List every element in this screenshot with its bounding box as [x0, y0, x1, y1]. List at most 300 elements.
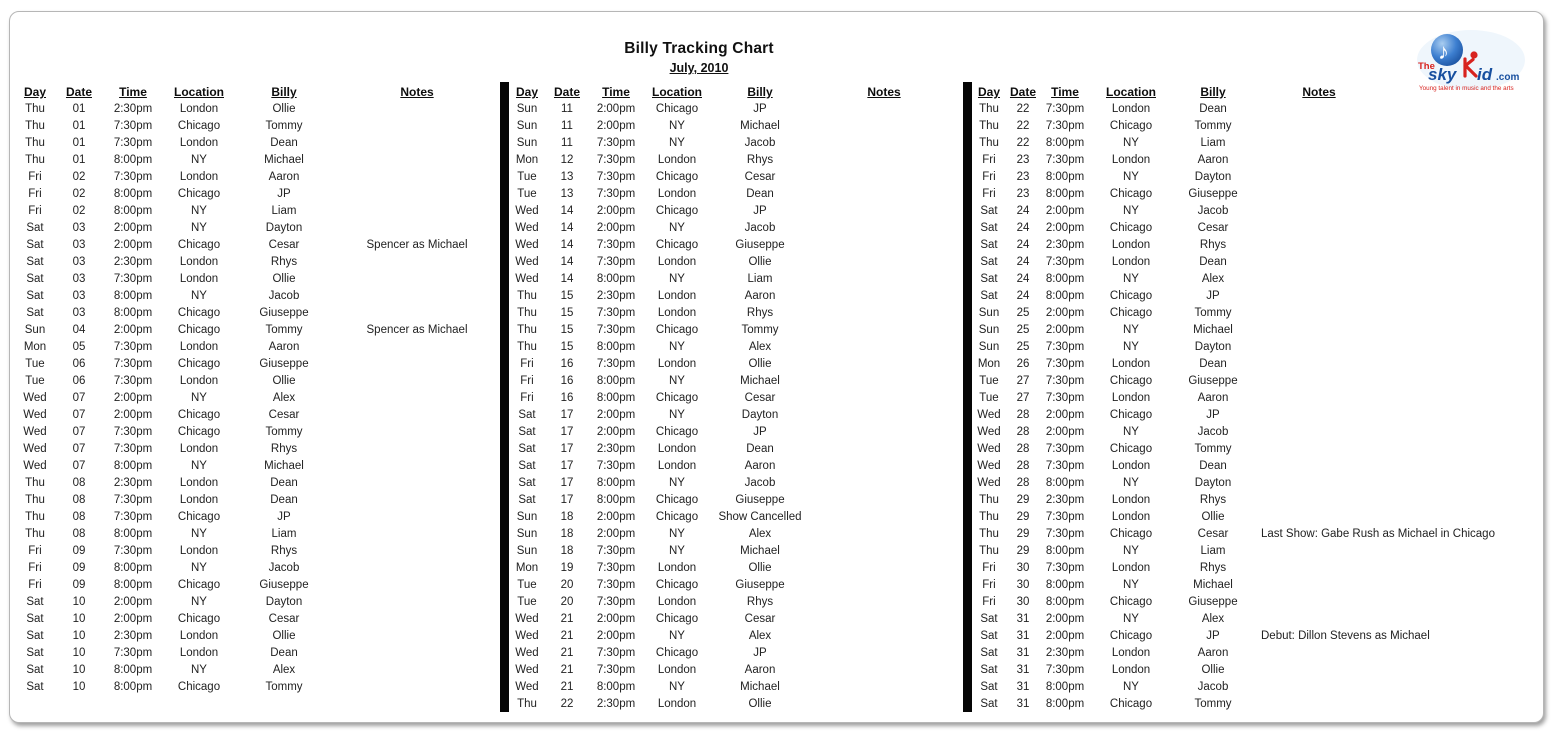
cell-notes: [1253, 611, 1385, 628]
cell-date: 02: [72, 171, 86, 183]
cell-location: London: [179, 341, 219, 353]
cell-date: 09: [72, 562, 86, 574]
cell-day: Sun: [24, 324, 46, 336]
cell-date: 07: [72, 443, 86, 455]
cell-time: 7:30pm: [113, 341, 153, 353]
cell-location: Chicago: [1109, 375, 1153, 387]
schedule-row: [973, 237, 1385, 254]
cell-day: Thu: [517, 698, 537, 710]
cell-day: Wed: [515, 222, 539, 234]
cell-time: 7:30pm: [113, 494, 153, 506]
cell-notes: [809, 577, 959, 594]
cell-date: 25: [1016, 307, 1030, 319]
cell-billy: Dean: [270, 647, 298, 659]
cell-location: Chicago: [655, 647, 699, 659]
cell-billy: JP: [753, 647, 767, 659]
cell-billy: Michael: [740, 120, 780, 132]
schedule-row: [973, 322, 1385, 339]
cell-billy: Michael: [1193, 579, 1233, 591]
column-header-date: Date: [1009, 85, 1036, 99]
schedule-row: [16, 543, 502, 560]
schedule-row: [973, 339, 1385, 356]
cell-day: Sat: [980, 205, 998, 217]
cell-day: Wed: [515, 664, 539, 676]
schedule-row: [16, 390, 502, 407]
cell-date: 21: [560, 681, 574, 693]
cell-day: Sat: [980, 256, 998, 268]
cell-billy: Dean: [270, 137, 298, 149]
cell-notes: [332, 135, 502, 152]
cell-time: 8:00pm: [596, 494, 636, 506]
schedule-row: [509, 390, 959, 407]
cell-billy: Tommy: [265, 324, 303, 336]
cell-location: London: [1111, 664, 1151, 676]
cell-billy: Ollie: [1201, 511, 1225, 523]
cell-day: Sat: [26, 681, 44, 693]
cell-location: NY: [669, 477, 685, 489]
cell-day: Tue: [25, 358, 45, 370]
cell-location: NY: [1123, 205, 1139, 217]
cell-day: Sat: [26, 613, 44, 625]
schedule-row: [509, 458, 959, 475]
cell-day: Fri: [982, 154, 996, 166]
cell-time: 8:00pm: [596, 375, 636, 387]
cell-date: 17: [560, 443, 574, 455]
cell-notes: [809, 407, 959, 424]
cell-time: 2:00pm: [113, 409, 153, 421]
cell-billy: Rhys: [746, 307, 774, 319]
cell-time: 7:30pm: [1045, 511, 1085, 523]
cell-location: NY: [191, 290, 207, 302]
cell-time: 2:00pm: [113, 392, 153, 404]
schedule-row: [16, 679, 502, 696]
cell-date: 23: [1016, 188, 1030, 200]
cell-time: 7:30pm: [1045, 256, 1085, 268]
cell-date: 28: [1016, 426, 1030, 438]
cell-notes: [809, 169, 959, 186]
cell-billy: Alex: [1201, 273, 1225, 285]
brand-com: .com: [1496, 72, 1520, 83]
cell-date: 23: [1016, 171, 1030, 183]
cell-day: Fri: [982, 562, 996, 574]
cell-time: 2:30pm: [113, 103, 153, 115]
cell-notes: [332, 611, 502, 628]
cell-day: Sat: [26, 290, 44, 302]
column-header-day: Day: [977, 85, 1000, 99]
cell-billy: Ollie: [748, 698, 772, 710]
cell-notes: [1253, 186, 1385, 203]
schedule-row: [509, 203, 959, 220]
schedule-row: [509, 645, 959, 662]
cell-billy: Giuseppe: [735, 494, 785, 506]
cell-location: London: [657, 664, 697, 676]
cell-billy: Aaron: [268, 171, 300, 183]
schedule-row: [509, 305, 959, 322]
cell-billy: Cesar: [744, 171, 776, 183]
cell-day: Wed: [977, 460, 1001, 472]
cell-date: 24: [1016, 205, 1030, 217]
cell-time: 7:30pm: [596, 307, 636, 319]
schedule-row: [16, 441, 502, 458]
cell-date: 21: [560, 630, 574, 642]
cell-billy: Aaron: [744, 664, 776, 676]
cell-day: Wed: [515, 630, 539, 642]
cell-notes: [809, 135, 959, 152]
cell-date: 30: [1016, 596, 1030, 608]
cell-day: Sat: [980, 647, 998, 659]
schedule-row: [16, 305, 502, 322]
cell-location: London: [1111, 103, 1151, 115]
cell-time: 7:30pm: [113, 545, 153, 557]
cell-day: Sun: [978, 341, 1000, 353]
cell-time: 7:30pm: [596, 358, 636, 370]
schedule-row: [973, 458, 1385, 475]
cell-time: 8:00pm: [113, 188, 153, 200]
cell-time: 7:30pm: [113, 443, 153, 455]
cell-billy: Michael: [264, 154, 304, 166]
cell-day: Sat: [518, 494, 536, 506]
schedule-row: [973, 628, 1430, 645]
cell-location: London: [657, 443, 697, 455]
cell-date: 20: [560, 596, 574, 608]
cell-billy: Jacob: [1197, 205, 1229, 217]
cell-time: 8:00pm: [113, 562, 153, 574]
cell-billy: Rhys: [1199, 494, 1227, 506]
schedule-row: [16, 288, 502, 305]
cell-notes: [809, 696, 959, 713]
cell-time: 2:00pm: [596, 205, 636, 217]
cell-date: 29: [1016, 545, 1030, 557]
cell-day: Fri: [520, 392, 534, 404]
cell-day: Thu: [25, 103, 45, 115]
cell-notes: [332, 509, 502, 526]
page-title: Billy Tracking Chart: [624, 40, 774, 57]
cell-billy: Alex: [748, 528, 772, 540]
schedule-row: [509, 271, 959, 288]
cell-time: 2:30pm: [113, 630, 153, 642]
cell-time: 8:00pm: [1045, 137, 1085, 149]
cell-time: 8:00pm: [1045, 596, 1085, 608]
cell-day: Thu: [25, 528, 45, 540]
cell-time: 2:00pm: [113, 239, 153, 251]
cell-time: 7:30pm: [596, 154, 636, 166]
cell-notes: [1253, 509, 1385, 526]
cell-day: Thu: [979, 137, 999, 149]
column-header-day: Day: [23, 85, 46, 99]
schedule-row: [509, 594, 959, 611]
cell-location: London: [1111, 494, 1151, 506]
schedule-row: [16, 101, 502, 118]
cell-date: 08: [72, 494, 86, 506]
cell-time: 7:30pm: [596, 239, 636, 251]
cell-location: London: [657, 307, 697, 319]
schedule-row: [16, 407, 502, 424]
cell-date: 25: [1016, 324, 1030, 336]
cell-location: NY: [669, 375, 685, 387]
cell-billy: Liam: [1200, 137, 1226, 149]
schedule-row: [16, 560, 502, 577]
cell-billy: JP: [277, 188, 291, 200]
cell-billy: Giuseppe: [735, 579, 785, 591]
cell-location: NY: [1123, 477, 1139, 489]
schedule-row: [509, 322, 959, 339]
cell-billy: Cesar: [744, 392, 776, 404]
cell-time: 7:30pm: [1045, 528, 1085, 540]
column-header-notes: Notes: [867, 85, 901, 99]
cell-date: 02: [72, 205, 86, 217]
cell-location: London: [1111, 511, 1151, 523]
cell-time: 8:00pm: [113, 681, 153, 693]
cell-time: 2:30pm: [113, 477, 153, 489]
cell-notes: [1253, 339, 1385, 356]
cell-notes: [809, 186, 959, 203]
cell-billy: Tommy: [265, 681, 303, 693]
schedule-row: [16, 169, 502, 186]
cell-time: 7:30pm: [1045, 120, 1085, 132]
cell-time: 2:00pm: [1045, 205, 1085, 217]
schedule-row: [16, 373, 502, 390]
cell-notes: [1253, 135, 1385, 152]
globe-music-icon: [1431, 34, 1463, 66]
cell-location: NY: [1123, 579, 1139, 591]
cell-billy: Rhys: [1199, 239, 1227, 251]
cell-location: London: [179, 630, 219, 642]
cell-location: London: [657, 256, 697, 268]
schedule-row: [509, 492, 959, 509]
cell-notes: [809, 237, 959, 254]
cell-day: Sun: [978, 307, 1000, 319]
cell-date: 31: [1016, 647, 1030, 659]
cell-notes: [1253, 203, 1385, 220]
cell-day: Fri: [520, 375, 534, 387]
cell-notes: [1253, 679, 1385, 696]
cell-time: 7:30pm: [596, 647, 636, 659]
cell-notes: [1253, 390, 1385, 407]
cell-billy: Giuseppe: [259, 307, 309, 319]
cell-billy: Cesar: [268, 239, 300, 251]
cell-location: NY: [1123, 324, 1139, 336]
cell-date: 24: [1016, 222, 1030, 234]
cell-time: 7:30pm: [596, 137, 636, 149]
cell-location: NY: [669, 630, 685, 642]
cell-date: 26: [1016, 358, 1030, 370]
cell-date: 10: [72, 647, 86, 659]
cell-notes: [1253, 407, 1385, 424]
cell-location: NY: [191, 528, 207, 540]
cell-time: 8:00pm: [113, 290, 153, 302]
cell-location: Chicago: [177, 511, 221, 523]
cell-notes: [1253, 662, 1385, 679]
cell-day: Mon: [23, 341, 47, 353]
schedule-row: [16, 645, 502, 662]
cell-location: London: [179, 545, 219, 557]
schedule-row: [509, 662, 959, 679]
cell-location: Chicago: [655, 392, 699, 404]
cell-location: Chicago: [177, 188, 221, 200]
schedule-row: [973, 509, 1385, 526]
cell-notes: [332, 254, 502, 271]
cell-day: Tue: [517, 171, 537, 183]
cell-location: Chicago: [655, 613, 699, 625]
cell-date: 21: [560, 647, 574, 659]
column-header-billy: Billy: [747, 85, 773, 99]
cell-day: Thu: [979, 494, 999, 506]
cell-location: London: [657, 358, 697, 370]
cell-time: 2:00pm: [113, 596, 153, 608]
cell-billy: Giuseppe: [1188, 596, 1238, 608]
cell-day: Wed: [977, 477, 1001, 489]
cell-notes: [332, 220, 502, 237]
schedule-row: [509, 424, 959, 441]
cell-location: London: [179, 494, 219, 506]
cell-location: Chicago: [1109, 630, 1153, 642]
column-header-day: Day: [515, 85, 538, 99]
cell-date: 03: [72, 256, 86, 268]
cell-time: 2:00pm: [596, 409, 636, 421]
cell-notes: [332, 441, 502, 458]
cell-notes: [332, 560, 502, 577]
schedule-row: [16, 322, 502, 339]
cell-time: 7:30pm: [1045, 664, 1085, 676]
cell-time: 7:30pm: [1045, 341, 1085, 353]
cell-date: 11: [561, 137, 573, 149]
cell-day: Thu: [517, 324, 537, 336]
cell-notes: [809, 679, 959, 696]
schedule-row: [16, 254, 502, 271]
cell-billy: Giuseppe: [259, 358, 309, 370]
cell-billy: JP: [1206, 290, 1220, 302]
cell-location: Chicago: [655, 205, 699, 217]
cell-date: 21: [560, 613, 574, 625]
column-headers-row: [509, 84, 959, 101]
cell-billy: Cesar: [268, 409, 300, 421]
cell-location: London: [179, 256, 219, 268]
cell-time: 2:00pm: [113, 613, 153, 625]
schedule-row: [509, 696, 959, 713]
cell-billy: Jacob: [268, 290, 300, 302]
cell-billy: Dayton: [1194, 341, 1232, 353]
cell-billy: Liam: [1200, 545, 1226, 557]
cell-notes: [332, 407, 502, 424]
schedule-row: [16, 152, 502, 169]
cell-location: NY: [191, 664, 207, 676]
cell-notes: [1253, 492, 1385, 509]
cell-date: 15: [560, 324, 574, 336]
cell-date: 03: [72, 239, 86, 251]
cell-time: 7:30pm: [596, 460, 636, 472]
cell-notes: [1253, 594, 1385, 611]
cell-billy: Alex: [272, 392, 296, 404]
cell-notes: [809, 288, 959, 305]
cell-date: 11: [561, 103, 573, 115]
cell-time: 8:00pm: [1045, 477, 1085, 489]
cell-date: 24: [1016, 256, 1030, 268]
cell-location: London: [179, 375, 219, 387]
cell-time: 7:30pm: [1045, 375, 1085, 387]
cell-notes: [809, 339, 959, 356]
schedule-row: [973, 152, 1385, 169]
cell-date: 08: [72, 511, 86, 523]
cell-billy: Michael: [1193, 324, 1233, 336]
cell-location: Chicago: [177, 239, 221, 251]
cell-time: 2:00pm: [1045, 324, 1085, 336]
cell-billy: Dayton: [741, 409, 779, 421]
cell-date: 28: [1016, 409, 1030, 421]
cell-notes: [1253, 271, 1385, 288]
cell-day: Tue: [979, 375, 999, 387]
schedule-row: [973, 475, 1385, 492]
cell-date: 07: [72, 460, 86, 472]
cell-day: Fri: [28, 579, 42, 591]
schedule-row: [16, 220, 502, 237]
cell-location: NY: [191, 392, 207, 404]
cell-billy: Dean: [1199, 256, 1227, 268]
cell-date: 06: [72, 375, 86, 387]
cell-location: NY: [669, 273, 685, 285]
cell-notes: [332, 475, 502, 492]
cell-notes: [809, 390, 959, 407]
cell-billy: Rhys: [270, 256, 298, 268]
cell-day: Fri: [28, 171, 42, 183]
schedule-row: [973, 611, 1385, 628]
cell-day: Wed: [23, 460, 47, 472]
cell-time: 7:30pm: [113, 120, 153, 132]
cell-location: Chicago: [655, 103, 699, 115]
cell-time: 8:00pm: [113, 205, 153, 217]
cell-day: Sat: [26, 596, 44, 608]
cell-time: 7:30pm: [1045, 154, 1085, 166]
schedule-row: [509, 560, 959, 577]
section-divider-bar: [963, 82, 972, 712]
schedule-row: [509, 237, 959, 254]
cell-date: 07: [72, 426, 86, 438]
schedule-row: [16, 186, 502, 203]
cell-notes: [332, 458, 502, 475]
cell-location: Chicago: [177, 681, 221, 693]
cell-day: Tue: [517, 596, 537, 608]
cell-day: Wed: [23, 409, 47, 421]
cell-time: 8:00pm: [596, 477, 636, 489]
cell-location: Chicago: [655, 511, 699, 523]
cell-notes: [1253, 645, 1385, 662]
cell-time: 8:00pm: [1045, 681, 1085, 693]
cell-notes: [1253, 220, 1385, 237]
cell-time: 7:30pm: [113, 137, 153, 149]
cell-time: 8:00pm: [113, 307, 153, 319]
cell-notes: [1253, 237, 1385, 254]
cell-day: Fri: [28, 205, 42, 217]
cell-billy: Tommy: [1194, 120, 1232, 132]
cell-time: 7:30pm: [1045, 460, 1085, 472]
cell-time: 7:30pm: [113, 375, 153, 387]
cell-day: Sat: [26, 630, 44, 642]
cell-billy: Jacob: [268, 562, 300, 574]
cell-notes: [332, 492, 502, 509]
cell-billy: Rhys: [270, 545, 298, 557]
cell-time: 2:30pm: [1045, 647, 1085, 659]
cell-billy: Alex: [748, 341, 772, 353]
cell-location: Chicago: [655, 494, 699, 506]
cell-notes: [332, 101, 502, 118]
cell-time: 7:30pm: [596, 545, 636, 557]
cell-date: 16: [560, 392, 574, 404]
cell-day: Thu: [979, 528, 999, 540]
cell-time: 8:00pm: [596, 681, 636, 693]
cell-notes: [809, 662, 959, 679]
cell-location: London: [1111, 562, 1151, 574]
schedule-row: [973, 645, 1385, 662]
cell-billy: Rhys: [1199, 562, 1227, 574]
